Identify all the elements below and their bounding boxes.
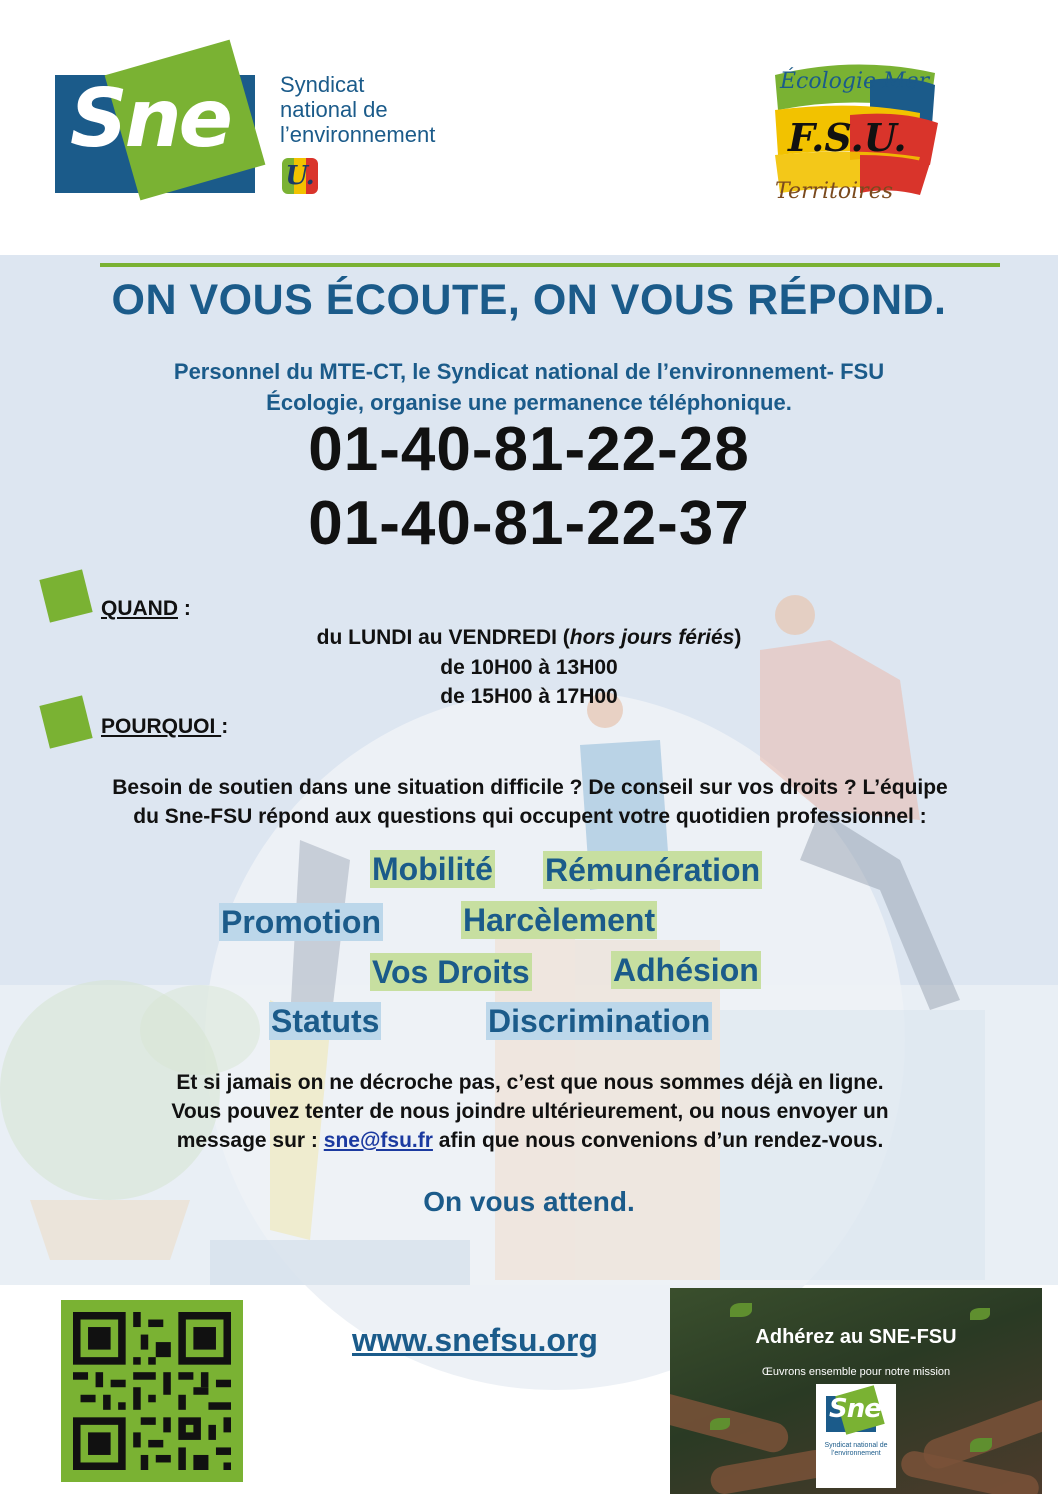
sne-logo-line-2: national de bbox=[280, 97, 388, 122]
fsu-logo-bottom-text: Territoires bbox=[775, 179, 894, 204]
website-link[interactable]: www.snefsu.org bbox=[352, 1322, 598, 1358]
leaf-icon bbox=[970, 1308, 990, 1320]
membership-logo-text: Syndicat national de l’environnement bbox=[824, 1442, 888, 1457]
fsu-logo-top-text: Écologie Mer bbox=[780, 69, 930, 94]
membership-logo-word: Sne bbox=[829, 1394, 881, 1424]
fsu-logo-middle-text: F.S.U. bbox=[788, 115, 907, 160]
membership-logo bbox=[816, 1384, 896, 1488]
tag-promotion: Promotion bbox=[221, 904, 381, 940]
tag-statuts: Statuts bbox=[271, 1003, 380, 1039]
tag-remuneration: Rémunération bbox=[545, 852, 761, 888]
pourquoi-line-1: Besoin de soutien dans une situation difficile ? De conseil sur vos droits ? L’équipe bbox=[112, 776, 948, 799]
qr-code-pattern bbox=[73, 1312, 231, 1470]
quand-days-text: du LUNDI au VENDREDI ( bbox=[316, 626, 570, 649]
tag-droits: Vos Droits bbox=[372, 954, 530, 990]
headline-rule bbox=[100, 263, 1000, 267]
leaf-icon bbox=[710, 1418, 730, 1430]
tag-harcelement: Harcèlement bbox=[463, 902, 656, 938]
outro-line-2: Vous pouvez tenter de nous joindre ultérieurement, ou nous envoyer un bbox=[171, 1100, 889, 1123]
sne-logo-word: Sne bbox=[70, 72, 230, 165]
intro-line-2: Écologie, organise une permanence téléphonique. bbox=[266, 390, 792, 415]
quand-days-italic: hors jours fériés bbox=[569, 626, 735, 649]
pourquoi-line-2: du Sne-FSU répond aux questions qui occupent votre quotidien professionnel : bbox=[133, 805, 927, 828]
phone-number-2: 01-40-81-22-37 bbox=[308, 489, 750, 558]
qr-code[interactable] bbox=[61, 1300, 243, 1482]
pourquoi-heading bbox=[101, 715, 228, 739]
hand-illustration bbox=[670, 1390, 791, 1455]
sne-logo-subtitle bbox=[280, 72, 450, 147]
membership-title: Adhérez au SNE-FSU bbox=[755, 1326, 957, 1348]
outro-line-3-post: afin que nous convenions d’un rendez-vous. bbox=[432, 1129, 884, 1152]
quand-days-end: ) bbox=[734, 626, 742, 649]
outro-line-1: Et si jamais on ne décroche pas, c’est que nous sommes déjà en ligne. bbox=[176, 1071, 884, 1094]
outro-line-3 bbox=[60, 1126, 1000, 1155]
membership-banner[interactable] bbox=[670, 1288, 1042, 1494]
fsu-mini-logo: U. bbox=[282, 158, 318, 194]
quand-title: QUAND bbox=[101, 597, 178, 620]
outro-line-3-pre: message sur : bbox=[176, 1129, 324, 1152]
email-link[interactable]: sne@fsu.fr bbox=[323, 1129, 433, 1152]
quand-slot-2: de 15H00 à 17H00 bbox=[440, 685, 618, 708]
fsu-ecologie-logo bbox=[770, 55, 940, 205]
tag-discrimination: Discrimination bbox=[488, 1003, 711, 1039]
intro-text bbox=[0, 356, 1058, 418]
quand-colon: : bbox=[178, 597, 191, 620]
phone-number-1: 01-40-81-22-28 bbox=[308, 415, 750, 484]
page-title: ON VOUS ÉCOUTE, ON VOUS RÉPOND. bbox=[111, 276, 947, 324]
pourquoi-colon: : bbox=[221, 715, 229, 738]
sne-logo-line-1: Syndicat bbox=[280, 72, 365, 97]
tag-mobilite: Mobilité bbox=[372, 851, 493, 887]
leaf-icon bbox=[730, 1303, 752, 1317]
pourquoi-title: POURQUOI bbox=[101, 715, 222, 738]
pourquoi-text bbox=[40, 773, 1020, 831]
quand-slot-1: de 10H00 à 13H00 bbox=[440, 656, 618, 679]
tag-adhesion: Adhésion bbox=[613, 952, 759, 988]
intro-line-1: Personnel du MTE-CT, le Syndicat national de l’environnement- FSU bbox=[173, 359, 885, 384]
outro-text bbox=[60, 1068, 1000, 1155]
closing-text: On vous attend. bbox=[423, 1186, 635, 1217]
sne-logo-line-3: l’environnement bbox=[280, 122, 436, 147]
quand-days bbox=[0, 626, 1058, 650]
membership-subtitle: Œuvrons ensemble pour notre mission bbox=[761, 1366, 951, 1378]
quand-heading bbox=[101, 597, 191, 621]
leaf-icon bbox=[970, 1438, 992, 1452]
hand-illustration bbox=[708, 1448, 831, 1494]
